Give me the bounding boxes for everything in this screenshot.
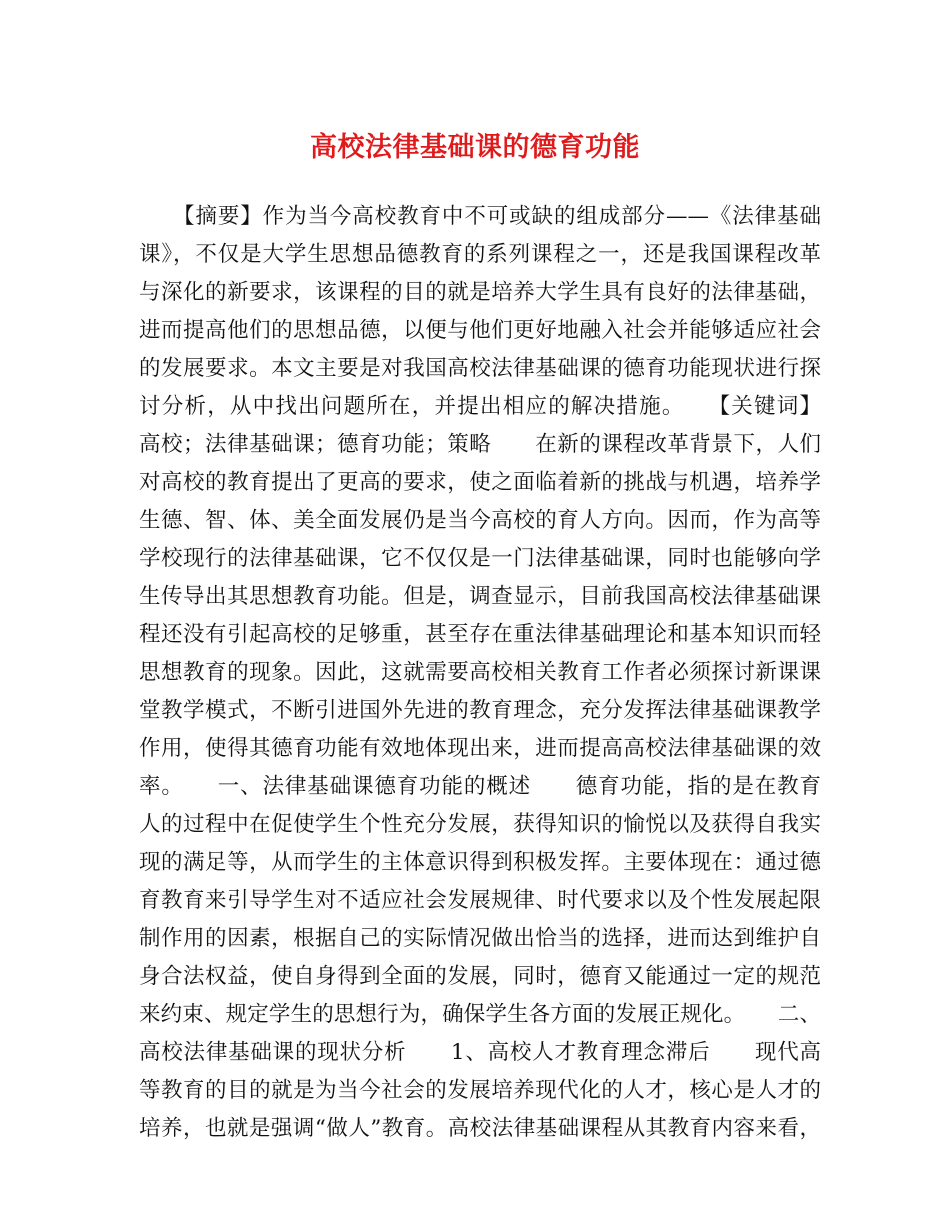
body-line: 【摘要】作为当今高校教育中不可或缺的组成部分——《法律基础 — [139, 204, 821, 229]
document-title: 高校法律基础课的德育功能 — [310, 132, 640, 163]
body-line: 作用，使得其德育功能有效地体现出来，进而提高高校法律基础课的效 — [139, 736, 821, 761]
body-line: 现的满足等，从而学生的主体意识得到积极发挥。主要体现在：通过德 — [139, 850, 821, 875]
body-line: 生传导出其思想教育功能。但是，调查显示，目前我国高校法律基础课 — [139, 584, 821, 609]
body-line: 育教育来引导学生对不适应社会发展规律、时代要求以及个性发展起限 — [139, 888, 821, 913]
body-line: 堂教学模式，不断引进国外先进的教育理念，充分发挥法律基础课教学 — [139, 698, 821, 723]
body-line: 人的过程中在促使学生个性充分发展，获得知识的愉悦以及获得自我实 — [139, 812, 821, 837]
body-line: 率。 一、法律基础课德育功能的概述 德育功能，指的是在教育 — [139, 774, 821, 799]
body-line: 高校法律基础课的现状分析 1、高校人才教育理念滞后 现代高 — [139, 1040, 821, 1065]
body-line: 与深化的新要求，该课程的目的就是培养大学生具有良好的法律基础， — [139, 280, 821, 305]
body-line: 学校现行的法律基础课，它不仅仅是一门法律基础课，同时也能够向学 — [139, 546, 821, 571]
body-line: 对高校的教育提出了更高的要求，使之面临着新的挑战与机遇，培养学 — [139, 470, 821, 495]
body-line: 程还没有引起高校的足够重，甚至存在重法律基础理论和基本知识而轻 — [139, 622, 821, 647]
body-line: 的发展要求。本文主要是对我国高校法律基础课的德育功能现状进行探 — [139, 356, 821, 381]
body-line: 讨分析，从中找出问题所在，并提出相应的解决措施。 【关键词】 — [139, 394, 821, 419]
body-line: 培养，也就是强调“做人”教育。高校法律基础课程从其教育内容来看， — [139, 1116, 821, 1141]
body-line: 高校；法律基础课；德育功能；策略 在新的课程改革背景下，人们 — [139, 432, 821, 457]
body-line: 来约束、规定学生的思想行为，确保学生各方面的发展正规化。 二、 — [139, 1002, 821, 1027]
document-body — [139, 198, 821, 1148]
body-line: 等教育的目的就是为当今社会的发展培养现代化的人才，核心是人才的 — [139, 1078, 821, 1103]
body-line: 身合法权益，使自身得到全面的发展，同时，德育又能通过一定的规范 — [139, 964, 821, 989]
body-line: 制作用的因素，根据自己的实际情况做出恰当的选择，进而达到维护自 — [139, 926, 821, 951]
body-line: 进而提高他们的思想品德，以便与他们更好地融入社会并能够适应社会 — [139, 318, 821, 343]
body-line: 课》，不仅是大学生思想品德教育的系列课程之一，还是我国课程改革 — [139, 242, 821, 267]
body-line: 思想教育的现象。因此，这就需要高校相关教育工作者必须探讨新课课 — [139, 660, 821, 685]
body-line: 生德、智、体、美全面发展仍是当今高校的育人方向。因而，作为高等 — [139, 508, 821, 533]
